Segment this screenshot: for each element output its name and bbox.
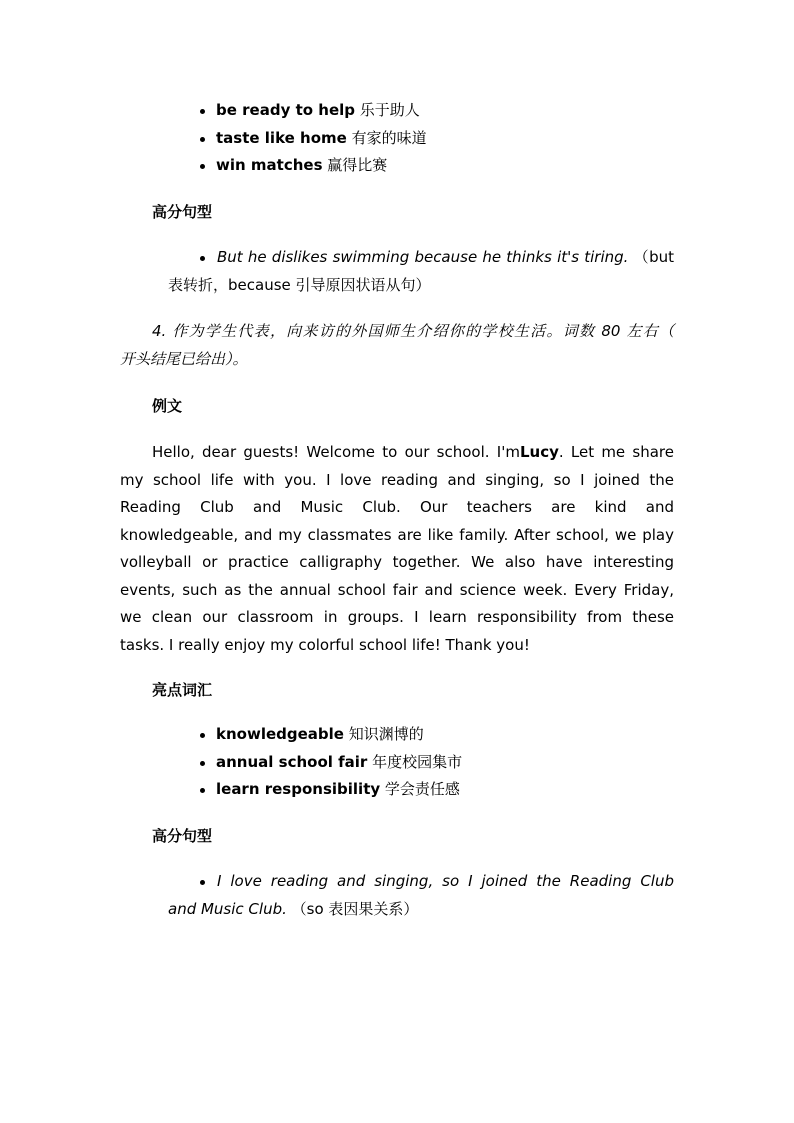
vocab-translation: 有家的味道 <box>351 128 427 147</box>
essay-line: tasks. I really enjoy my colorful school life! Thank you! <box>120 635 530 654</box>
essay-line: my school life with you. I love reading and singing, so I joined the <box>120 470 674 489</box>
essay-line: events, such as the annual school fair and science week. Every Friday, <box>120 580 674 599</box>
sentence-note: （so 表因果关系） <box>291 899 419 918</box>
sentence-english: I love reading and singing, so I joined the Reading Club <box>217 872 674 890</box>
bullet-icon <box>200 880 205 885</box>
key-sentence-2 <box>168 868 674 923</box>
student-name: Lucy <box>519 443 559 461</box>
vocab-term: win matches <box>216 156 323 174</box>
vocab-term: annual school fair <box>216 752 368 771</box>
writing-task <box>120 318 674 373</box>
task-line-1: 4. 作为学生代表，向来访的外国师生介绍你的学校生活。词数 80 左右（ <box>152 322 674 340</box>
heading-sample-essay: 例文 <box>152 397 183 415</box>
sentence-english-continued: and Music Club. <box>168 899 287 918</box>
heading-key-sentence-1: 高分句型 <box>152 203 213 221</box>
sentence-note-continued: 表转折，because 引导原因状语从句） <box>168 275 431 294</box>
essay-line: we clean our classroom in groups. I learn responsibility from these <box>120 608 674 626</box>
essay-line: Hello, dear guests! Welcome to our school. I'mLucy. Let me share <box>152 443 674 461</box>
vocab-term: be ready to help <box>216 101 355 119</box>
vocab-term: knowledgeable <box>216 725 344 743</box>
vocab-term: taste like home <box>216 128 347 147</box>
task-line-2: 开头结尾已给出）。 <box>120 349 248 368</box>
key-sentence-1 <box>168 244 674 299</box>
sentence-english: But he dislikes swimming because he thinks it's tiring. <box>217 248 629 266</box>
sentence-note: （but <box>633 248 674 266</box>
essay-line: volleyball or practice calligraphy together. We also have interesting <box>120 553 674 571</box>
vocab-translation: 知识渊博的 <box>348 725 424 743</box>
vocab-term: learn responsibility <box>216 780 381 798</box>
essay-line: Reading Club and Music Club. Our teachers are kind and <box>120 498 674 516</box>
vocab-translation: 学会责任感 <box>384 780 460 798</box>
vocab-translation: 乐于助人 <box>359 101 420 119</box>
heading-key-sentence-2: 高分句型 <box>152 827 213 845</box>
vocab-translation: 赢得比赛 <box>327 156 388 174</box>
essay-line: knowledgeable, and my classmates are like family. After school, we play <box>120 525 674 544</box>
vocab-translation: 年度校园集市 <box>372 752 463 771</box>
bullet-icon <box>200 256 205 261</box>
sample-essay <box>120 439 674 659</box>
heading-highlight-vocab: 亮点词汇 <box>152 681 213 699</box>
